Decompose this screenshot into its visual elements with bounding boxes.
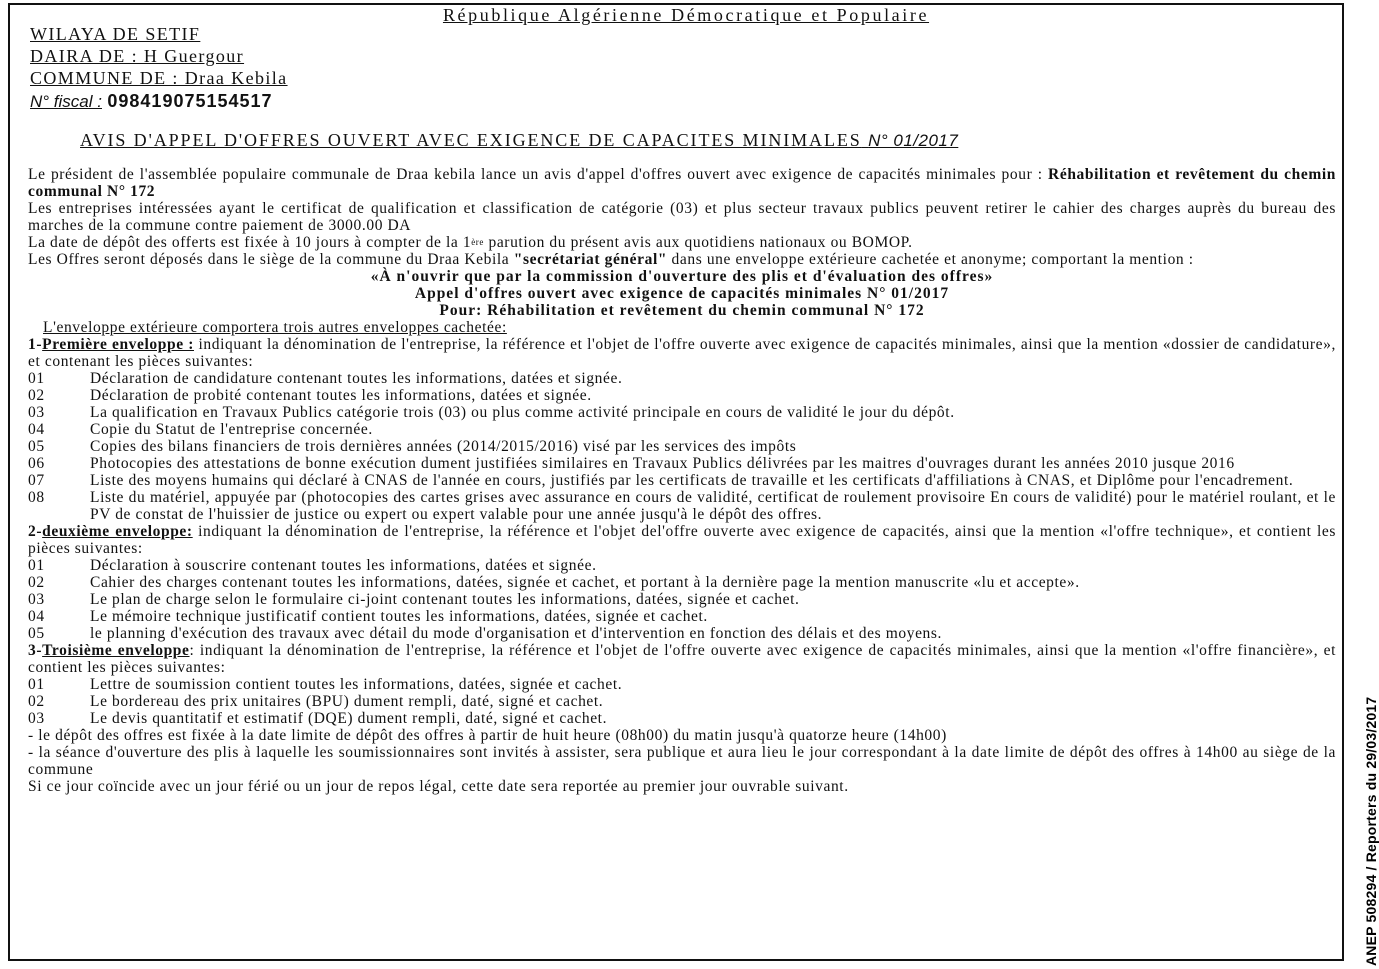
deadline-text-end: parution du présent avis aux quotidiens nationaux ou BOMOP. — [484, 234, 913, 251]
envelope-item — [28, 625, 1336, 642]
envelope-item-text: Copies des bilans financiers de trois dernières années (2014/2015/2016) visé par les services des impôts — [90, 438, 797, 455]
envelope-heading-paragraph — [28, 642, 1336, 676]
envelope-prefix: 2- — [28, 523, 43, 540]
mention-line-2: Appel d'offres ouvert avec exigence de capacités minimales N° 01/2017 — [414, 285, 950, 302]
submission-text: Les Offres seront déposés dans le siège de la commune du Draa Kebila — [28, 251, 510, 268]
notice-title — [80, 130, 958, 151]
wilaya-line: WILAYA DE SETIF — [30, 24, 201, 44]
deadline-superscript: ère — [471, 237, 484, 247]
envelope-item-text: Liste du matériel, appuyée par (photocopies des cartes grises avec assurance en cours de validité, certificat de roulement provisoire En cours de validité) pour le matériel roulant, et le PV de constat de l'huissier de justice ou expert ou expert valable pour une année jusqu'à le dépôt des offres. — [90, 489, 1336, 523]
envelope-item-text: Cahier des charges contenant toutes les informations, datées, signée et cachet, et portant à la dernière page la mention manuscrite «lu et accepte». — [90, 574, 1080, 591]
envelope-item — [28, 387, 1336, 404]
envelope-item-text: Déclaration à souscrire contenant toutes les informations, datées et signée. — [90, 557, 597, 574]
deadline-text: La date de dépôt des offerts est fixée à 10 jours à compter de la 1 — [28, 234, 472, 251]
notice-number: N° 01/2017 — [868, 131, 959, 150]
envelope-item-number: 02 — [28, 693, 45, 710]
fiscal-value: 098419075154517 — [107, 91, 273, 111]
envelope-item-number: 01 — [28, 370, 45, 387]
envelope-heading: Troisième enveloppe — [42, 642, 190, 659]
envelope-item-number: 04 — [28, 608, 45, 625]
envelope-item-text: Déclaration de candidature contenant toutes les informations, datées et signée. — [90, 370, 623, 387]
mention-line-1: «À n'ouvrir que par la commission d'ouverture des plis et d'évaluation des offres» — [370, 268, 994, 285]
envelope-item-text: Le devis quantitatif et estimatif (DQE) dument rempli, daté, signé et cachet. — [90, 710, 608, 727]
envelope-item — [28, 710, 1336, 727]
envelope-intro — [28, 319, 1336, 336]
envelope-item-text: Copie du Statut de l'entreprise concernée. — [90, 421, 373, 438]
envelope-item — [28, 676, 1336, 693]
envelope-item-text: Le plan de charge selon le formulaire ci-joint contenant toutes les informations, datées, signée et cachet. — [90, 591, 800, 608]
closing-opening-session: - la séance d'ouverture des plis à laquelle les soumissionnaires sont invités à assister, sera publique et aura lieu le jour correspondant à la date limite de dépôt des offres à 14h00 au siège de la commune — [28, 744, 1336, 778]
envelope-item-number: 05 — [28, 625, 45, 642]
envelope-heading: deuxième enveloppe: — [42, 523, 193, 540]
envelope-item-number: 03 — [28, 591, 45, 608]
publication-reference: ANEP 508294 / Reporters du 29/03/2017 — [1363, 696, 1379, 966]
envelope-heading-paragraph — [28, 523, 1336, 557]
envelope-item — [28, 455, 1336, 472]
envelope-heading: Première enveloppe : — [42, 336, 194, 353]
envelope-item-text: Liste des moyens humains qui déclaré à CNAS de l'année en cours, justifiés par les certificats de travaille et les certificats d'affiliations à CNAS, et Diplôme pour l'encadrement. — [90, 472, 1294, 489]
notice-title-text: AVIS D'APPEL D'OFFRES OUVERT AVEC EXIGENCE DE CAPACITES MINIMALES — [80, 130, 862, 150]
project-name: Réhabilitation et revêtement du chemin communal N° 172 — [28, 166, 1336, 200]
envelope-item — [28, 489, 1336, 523]
envelope-heading-paragraph — [28, 336, 1336, 370]
envelope-item-text: Le mémoire technique justificatif contient toutes les informations, datées, signée et cachet. — [90, 608, 708, 625]
envelope-intro-text: L'enveloppe extérieure comportera trois autres enveloppes cachetée: — [43, 319, 507, 336]
envelope-item-number: 06 — [28, 455, 45, 472]
intro-paragraph — [28, 166, 1336, 200]
envelope-item-text: Le bordereau des prix unitaires (BPU) dument rempli, daté, signé et cachet. — [90, 693, 604, 710]
secretariat-label: "secrétariat général" — [513, 251, 668, 268]
submission-text-end: dans une enveloppe extérieure cachetée et anonyme; comportant la mention : — [667, 251, 1194, 268]
envelope-description: : indiquant la dénomination de l'entreprise, la référence et l'objet de l'offre ouverte avec exigence de capacités minimales, ainsi que la mention «l'offre financière», et contient les pièces suivantes: — [28, 642, 1336, 676]
envelope-item — [28, 404, 1336, 421]
eligibility-paragraph: Les entreprises intéressées ayant le certificat de qualification et classification de catégorie (03) et plus secteur travaux publics peuvent retirer le cahier des charges auprès du bureau des marches de la commune contre paiement de 3000.00 DA — [28, 200, 1336, 234]
commune-line: COMMUNE DE : Draa Kebila — [30, 68, 288, 88]
envelope-item — [28, 472, 1336, 489]
envelope-item — [28, 574, 1336, 591]
envelopes-list — [28, 336, 1336, 727]
envelope-item — [28, 591, 1336, 608]
envelope-item-number: 02 — [28, 387, 45, 404]
fiscal-number — [30, 91, 273, 112]
envelope-item-text: Lettre de soumission contient toutes les informations, datées, signée et cachet. — [90, 676, 623, 693]
daira-line: DAIRA DE : H Guergour — [30, 46, 245, 66]
envelope-prefix: 3- — [28, 642, 43, 659]
envelope-item — [28, 557, 1336, 574]
envelope-item — [28, 421, 1336, 438]
envelope-item-number: 01 — [28, 557, 45, 574]
envelope-item — [28, 608, 1336, 625]
closing-holiday-note: Si ce jour coïncide avec un jour férié ou un jour de repos légal, cette date sera reportée au premier jour ouvrable suivant. — [28, 778, 849, 795]
envelope-item-number: 03 — [28, 404, 45, 421]
envelope-item — [28, 370, 1336, 387]
intro-text: Le président de l'assemblée populaire communale de Draa kebila lance un avis d'appel d'offres ouvert avec exigence de capacités minimales pour : — [28, 166, 1043, 183]
closing-hours: - le dépôt des offres est fixée à la date limite de dépôt des offres à partir de huit heure (08h00) du matin jusqu'à quatorze heure (14h00) — [28, 727, 947, 744]
envelope-item-number: 05 — [28, 438, 45, 455]
envelope-prefix: 1- — [28, 336, 43, 353]
notice-body — [28, 166, 1336, 795]
republic-heading: République Algérienne Démocratique et Populaire — [442, 5, 930, 25]
envelope-item-text: le planning d'exécution des travaux avec détail du mode d'organisation et d'intervention en fonction des délais et des moyens. — [90, 625, 943, 642]
envelope-item-number: 02 — [28, 574, 45, 591]
envelope-item — [28, 693, 1336, 710]
submission-paragraph — [28, 251, 1336, 268]
envelope-item-number: 04 — [28, 421, 45, 438]
envelope-item-text: La qualification en Travaux Publics catégorie trois (03) ou plus comme activité principale en cours de validité le jour du dépôt. — [90, 404, 955, 421]
envelope-description: indiquant la dénomination de l'entreprise, la référence et l'objet de l'offre ouverte avec exigence de capacités minimales, ainsi que la mention «dossier de candidature», et contenant les pièces suivantes: — [28, 336, 1336, 370]
envelope-description: indiquant la dénomination de l'entreprise, la référence et l'objet del'offre ouverte avec exigence de capacités, ainsi que la mention «l'offre technique», et contient les pièces suivantes: — [28, 523, 1337, 557]
envelope-item — [28, 438, 1336, 455]
envelope-item-text: Photocopies des attestations de bonne exécution dument justifiées similaires en Travaux Publics délivrées par les maitres d'ouvrages durant les années 2010 jusque 2016 — [90, 455, 1235, 472]
envelope-item-number: 01 — [28, 676, 45, 693]
fiscal-label: N° fiscal : — [30, 92, 102, 111]
deadline-paragraph — [28, 234, 1336, 251]
envelope-item-number: 03 — [28, 710, 45, 727]
mention-line-3: Pour: Réhabilitation et revêtement du chemin communal N° 172 — [439, 302, 925, 319]
envelope-item-number: 08 — [28, 489, 45, 506]
envelope-item-number: 07 — [28, 472, 45, 489]
envelope-item-text: Déclaration de probité contenant toutes les informations, datées et signée. — [90, 387, 592, 404]
